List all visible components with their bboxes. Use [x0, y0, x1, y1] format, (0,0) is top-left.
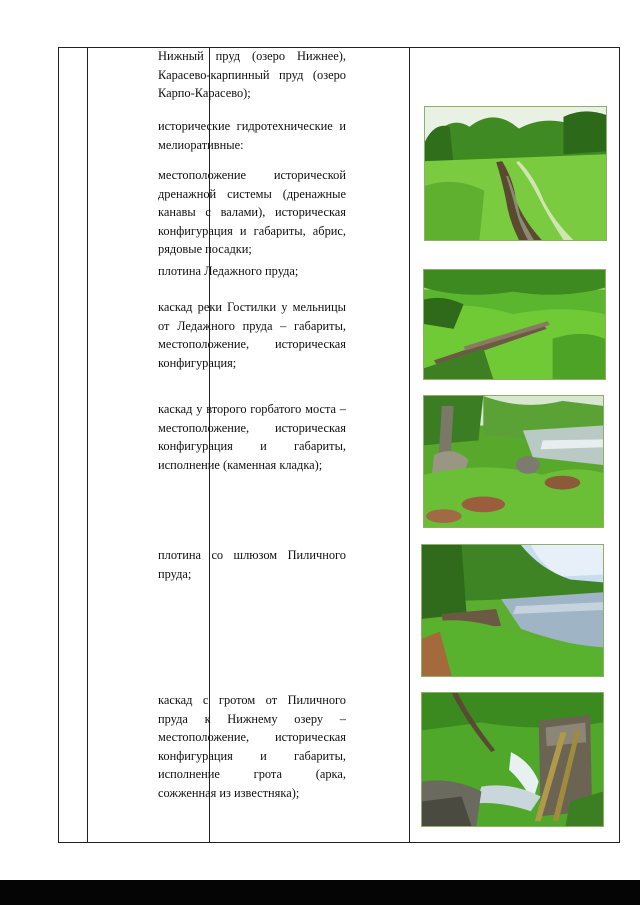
text-gostilka-cascade: каскад реки Гостилки у мельницы от Ледажного пруда – габариты, местоположение, историческая конфигурация; — [158, 300, 346, 370]
photo-ledazhny-dam — [423, 269, 606, 380]
text-drainage-system: местоположение исторической дренажной системы (дренажные канавы с валами), историческая конфигурация и габариты, абрис, рядовые посадки; — [158, 168, 346, 256]
column-divider-3 — [409, 48, 410, 842]
text-second-bridge-cascade: каскад у второго горбатого моста – местоположение, историческая конфигурация и габариты, исполнение (каменная кладка); — [158, 402, 346, 472]
text-pilichny-dam: плотина со шлюзом Пиличного пруда; — [158, 548, 346, 581]
photo-second-bridge-cascade — [423, 395, 604, 528]
text-hydraulic-heading: исторические гидротехнические и мелиоративные: — [158, 119, 346, 152]
scan-bottom-bar — [0, 880, 640, 905]
text-ledazhny-dam: плотина Ледажного пруда; — [158, 264, 299, 278]
text-grotto-cascade: каскад с гротом от Пиличного пруда к Нижнему озеру – местоположение, историческая конфигурация и габариты, исполнение грота (арка, сожженная из известняка); — [158, 693, 346, 800]
photo-pilichny-pond — [421, 544, 604, 677]
column-divider-1 — [87, 48, 88, 842]
photo-drainage-channel — [424, 106, 607, 241]
text-lower-pond: Нижный пруд (озеро Нижнее), Карасево-карпинный пруд (озеро Карпо-Карасево); — [158, 49, 346, 100]
photo-grotto-cascade — [421, 692, 604, 827]
